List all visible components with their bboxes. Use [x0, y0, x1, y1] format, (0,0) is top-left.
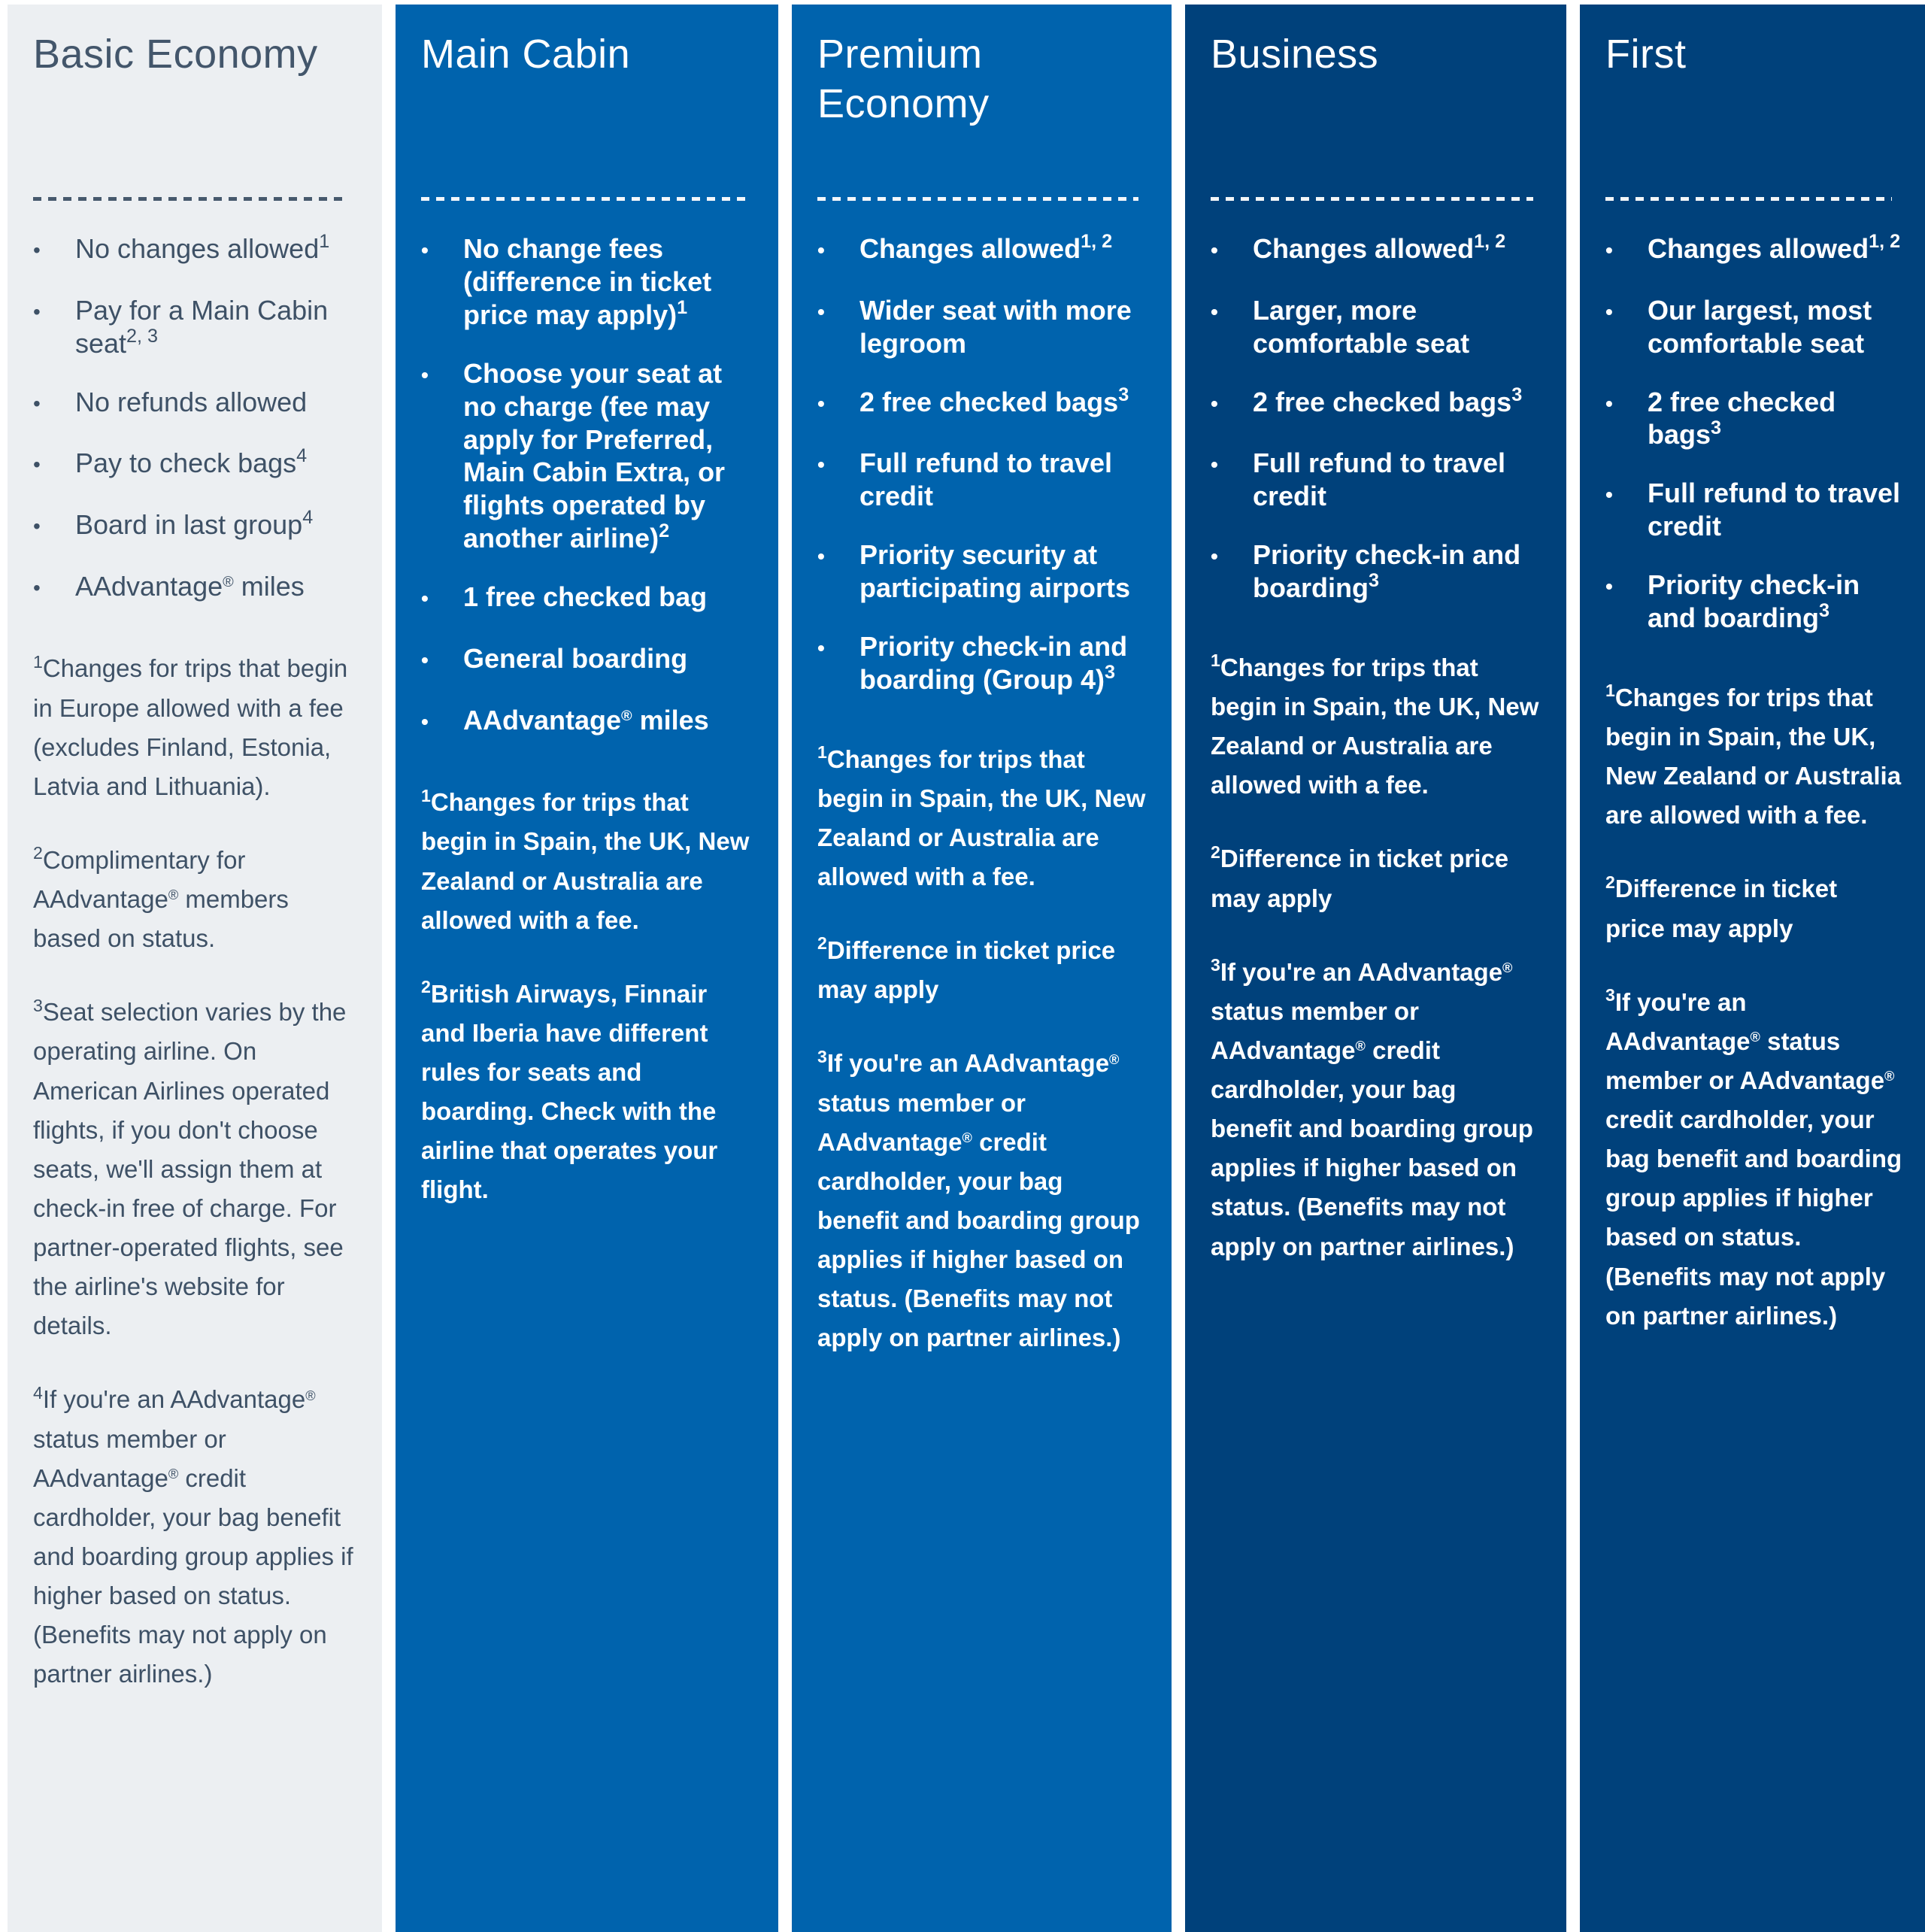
bullet-icon: •	[33, 575, 41, 599]
benefit-text: No change fees (difference in ticket price may apply)$^1$	[463, 233, 712, 330]
footnote-marker: 4	[33, 1382, 43, 1403]
benefit-item	[1211, 538, 1544, 605]
benefit-item	[1211, 294, 1544, 360]
benefit-item	[33, 447, 359, 483]
footnote: $^1$Changes for trips that begin in Spain, the UK, New Zealand or Australia are allowed with a fee.	[817, 742, 1146, 891]
registered-trademark-symbol: ®	[168, 1466, 179, 1482]
benefit-item	[33, 294, 359, 360]
benefit-text: Our largest, most comfortable seat	[1648, 294, 1872, 359]
fare-column-main-cabin	[396, 5, 778, 1932]
registered-trademark-symbol: ®	[1109, 1051, 1120, 1067]
footnote-marker: 2	[1211, 842, 1220, 862]
footnote: $^3$Seat selection varies by the operating airline. On American Airlines operated flights, if you don't choose seats, we'll assign them at check-in free of charge. For partner-operated flights, see the airline's website for details.	[33, 995, 347, 1340]
benefit-item	[421, 232, 756, 332]
benefit-item	[33, 232, 359, 268]
bullet-icon: •	[1211, 544, 1218, 569]
footnote-marker: 2	[33, 843, 43, 863]
footnote: $^1$Changes for trips that begin in Spain, the UK, New Zealand or Australia are allowed with a fee.	[421, 785, 750, 934]
footnote-marker: 1	[1211, 651, 1220, 671]
footnotes	[817, 740, 1149, 1358]
benefit-text: 2 free checked bags$^3$	[859, 384, 1129, 417]
benefit-text: Priority check-in and boarding (Group 4)$^3$	[859, 630, 1128, 695]
bullet-icon: •	[421, 709, 429, 733]
benefit-item	[1605, 569, 1902, 635]
footnote-reference: 3	[1511, 384, 1523, 405]
bullet-icon: •	[33, 453, 41, 477]
footnote-reference: 1	[319, 231, 330, 253]
fare-column-first	[1580, 5, 1925, 1932]
benefit-text: Priority check-in and boarding$^3$	[1648, 569, 1860, 634]
benefit-text: AAdvantage® miles	[75, 570, 305, 602]
footnote: $^2$Difference in ticket price may apply	[1211, 842, 1509, 912]
benefit-item	[33, 508, 359, 544]
benefit-text: Priority check-in and boarding$^3$	[1253, 539, 1521, 603]
footnotes	[33, 649, 359, 1694]
column-title: Business	[1211, 32, 1379, 77]
footnote-marker: 2	[1605, 872, 1615, 892]
footnote-reference: 3	[1118, 384, 1129, 405]
footnote: $^3$If you're an AAdvantage® status member or AAdvantage® credit cardholder, your bag benefit and boarding group applies if higher based on status. (Benefits may not apply on partner airlines.)	[817, 1046, 1140, 1352]
benefit-text: Full refund to travel credit	[1648, 478, 1901, 542]
benefit-text: Priority security at participating airports	[859, 539, 1131, 603]
footnote-marker: 3	[1211, 954, 1220, 975]
bullet-icon: •	[1211, 453, 1218, 477]
footnote: $^3$If you're an AAdvantage® status member or AAdvantage® credit cardholder, your bag benefit and boarding group applies if higher based on status. (Benefits may not apply on partner airlines.)	[1605, 985, 1902, 1330]
fare-column-premium-economy	[792, 5, 1172, 1932]
bullet-icon: •	[817, 238, 825, 262]
footnote-reference: 3	[1368, 570, 1379, 592]
footnote: $^1$Changes for trips that begin in Europe allowed with a fee (excludes Finland, Estonia, Latvia and Lithuania).	[33, 651, 348, 800]
benefit-list	[33, 232, 359, 605]
bullet-icon: •	[817, 635, 825, 660]
column-header	[1211, 30, 1544, 197]
benefit-text: General boarding	[463, 642, 688, 674]
bullet-icon: •	[1605, 391, 1613, 415]
footnote-reference: 2	[659, 520, 670, 542]
benefit-text: Board in last group$^4$	[75, 507, 314, 540]
dashed-divider	[1605, 197, 1892, 201]
column-header	[817, 30, 1149, 197]
bullet-icon: •	[1605, 299, 1613, 323]
bullet-icon: •	[817, 453, 825, 477]
benefit-text: 1 free checked bag	[463, 581, 708, 613]
bullet-icon: •	[33, 514, 41, 538]
benefit-item	[1605, 232, 1902, 268]
benefit-text: Changes allowed$^{1, 2}$	[859, 231, 1113, 264]
footnote-reference: 1	[677, 296, 688, 318]
benefit-item	[33, 570, 359, 606]
registered-trademark-symbol: ®	[168, 887, 179, 903]
benefit-list	[817, 232, 1149, 696]
benefit-item	[817, 538, 1149, 605]
benefit-item	[33, 386, 359, 422]
benefit-item	[1211, 447, 1544, 513]
bullet-icon: •	[421, 238, 429, 262]
column-title: Premium Economy	[817, 32, 990, 126]
bullet-icon: •	[1605, 238, 1613, 262]
column-title: First	[1605, 32, 1687, 77]
footnote: $^2$Complimentary for AAdvantage® members based on status.	[33, 843, 289, 953]
benefit-item	[817, 294, 1149, 360]
bullet-icon: •	[817, 391, 825, 415]
column-header	[1605, 30, 1902, 197]
benefit-text: No refunds allowed	[75, 386, 308, 417]
benefit-text: Pay for a Main Cabin seat$^{2, 3}$	[75, 294, 329, 359]
footnotes	[421, 783, 756, 1209]
bullet-icon: •	[33, 238, 41, 262]
footnote: $^2$Difference in ticket price may apply	[1605, 872, 1838, 942]
footnote-marker: 2	[421, 977, 431, 997]
footnote-reference: 3	[1104, 661, 1115, 683]
footnote-reference: 1, 2	[1081, 231, 1113, 253]
bullet-icon: •	[33, 299, 41, 323]
benefit-text: AAdvantage® miles	[463, 704, 709, 735]
registered-trademark-symbol: ®	[223, 573, 234, 590]
footnote: $^3$If you're an AAdvantage® status member or AAdvantage® credit cardholder, your bag benefit and boarding group applies if higher based on status. (Benefits may not apply on partner airlines.)	[1211, 954, 1533, 1260]
footnote-reference: 3	[1711, 417, 1722, 438]
footnote: $^2$British Airways, Finnair and Iberia have different rules for seats and boarding. Check with the airline that operates your flight.	[421, 977, 718, 1204]
registered-trademark-symbol: ®	[305, 1388, 316, 1403]
fare-column-basic-economy	[8, 5, 382, 1932]
benefit-text: Changes allowed$^{1, 2}$	[1253, 231, 1506, 264]
footnote-reference: 4	[296, 445, 308, 467]
benefit-item	[421, 704, 756, 740]
benefit-text: Pay to check bags$^4$	[75, 445, 308, 479]
footnote-marker: 2	[817, 933, 827, 954]
footnote-reference: 1, 2	[1474, 231, 1506, 253]
benefit-list	[421, 232, 756, 739]
bullet-icon: •	[421, 362, 429, 387]
column-title: Basic Economy	[33, 32, 318, 77]
registered-trademark-symbol: ®	[1750, 1029, 1760, 1045]
column-header	[33, 30, 359, 197]
bullet-icon: •	[817, 299, 825, 323]
fare-column-business	[1185, 5, 1566, 1932]
dashed-divider	[33, 197, 349, 201]
bullet-icon: •	[421, 648, 429, 672]
benefit-text: Larger, more comfortable seat	[1253, 294, 1470, 359]
footnote-marker: 3	[1605, 985, 1615, 1005]
footnote: $^4$If you're an AAdvantage® status member or AAdvantage® credit cardholder, your bag benefit and boarding group applies if higher based on status. (Benefits may not apply on partner airlines.)	[33, 1382, 353, 1688]
benefit-item	[1211, 232, 1544, 268]
bullet-icon: •	[33, 391, 41, 415]
benefit-text: Changes allowed$^{1, 2}$	[1648, 231, 1901, 264]
column-title: Main Cabin	[421, 32, 631, 77]
registered-trademark-symbol: ®	[1502, 960, 1513, 975]
bullet-icon: •	[421, 587, 429, 611]
registered-trademark-symbol: ®	[1355, 1039, 1366, 1054]
benefit-list	[1211, 232, 1544, 605]
registered-trademark-symbol: ®	[621, 707, 632, 724]
benefit-item	[1211, 386, 1544, 422]
benefit-item	[421, 642, 756, 678]
footnotes	[1605, 678, 1902, 1336]
footnote-reference: 3	[1819, 600, 1830, 622]
bullet-icon: •	[1211, 238, 1218, 262]
column-header	[421, 30, 756, 197]
bullet-icon: •	[1605, 483, 1613, 507]
footnotes	[1211, 648, 1544, 1266]
registered-trademark-symbol: ®	[962, 1130, 972, 1145]
dashed-divider	[421, 197, 745, 201]
benefit-text: 2 free checked bags$^3$	[1253, 384, 1523, 417]
footnote: $^2$Difference in ticket price may apply	[817, 933, 1116, 1004]
registered-trademark-symbol: ®	[1884, 1069, 1895, 1084]
benefit-text: Full refund to travel credit	[1253, 447, 1506, 512]
footnote-marker: 1	[33, 651, 43, 672]
benefit-item	[421, 357, 756, 555]
benefit-text: 2 free checked bags$^3$	[1648, 386, 1836, 450]
benefit-list	[1605, 232, 1902, 635]
benefit-text: Choose your seat at no charge (fee may apply for Preferred, Main Cabin Extra, or flights operated by another airline)$^2$	[463, 357, 726, 554]
footnote-marker: 1	[817, 742, 827, 762]
bullet-icon: •	[1211, 299, 1218, 323]
benefit-item	[1605, 477, 1902, 543]
footnote-marker: 1	[421, 785, 431, 805]
benefit-text: Wider seat with more legroom	[859, 294, 1132, 359]
benefit-item	[817, 630, 1149, 696]
footnote: $^1$Changes for trips that begin in Spain, the UK, New Zealand or Australia are allowed with a fee.	[1605, 681, 1902, 830]
benefit-item	[817, 232, 1149, 268]
benefit-item	[1605, 386, 1902, 452]
benefit-item	[1605, 294, 1902, 360]
footnote: $^1$Changes for trips that begin in Spain, the UK, New Zealand or Australia are allowed with a fee.	[1211, 651, 1539, 799]
benefit-item	[817, 386, 1149, 422]
bullet-icon: •	[817, 544, 825, 569]
benefit-text: No changes allowed$^1$	[75, 231, 330, 264]
footnote-marker: 3	[817, 1046, 827, 1066]
footnote-marker: 1	[1605, 681, 1615, 701]
benefit-item	[817, 447, 1149, 513]
dashed-divider	[1211, 197, 1533, 201]
benefit-text: Full refund to travel credit	[859, 447, 1113, 512]
footnote-marker: 3	[33, 995, 43, 1015]
bullet-icon: •	[1211, 391, 1218, 415]
dashed-divider	[817, 197, 1138, 201]
benefit-item	[421, 581, 756, 617]
footnote-reference: 1, 2	[1869, 231, 1901, 253]
bullet-icon: •	[1605, 575, 1613, 599]
footnote-reference: 2, 3	[126, 325, 159, 347]
footnote-reference: 4	[302, 507, 314, 529]
